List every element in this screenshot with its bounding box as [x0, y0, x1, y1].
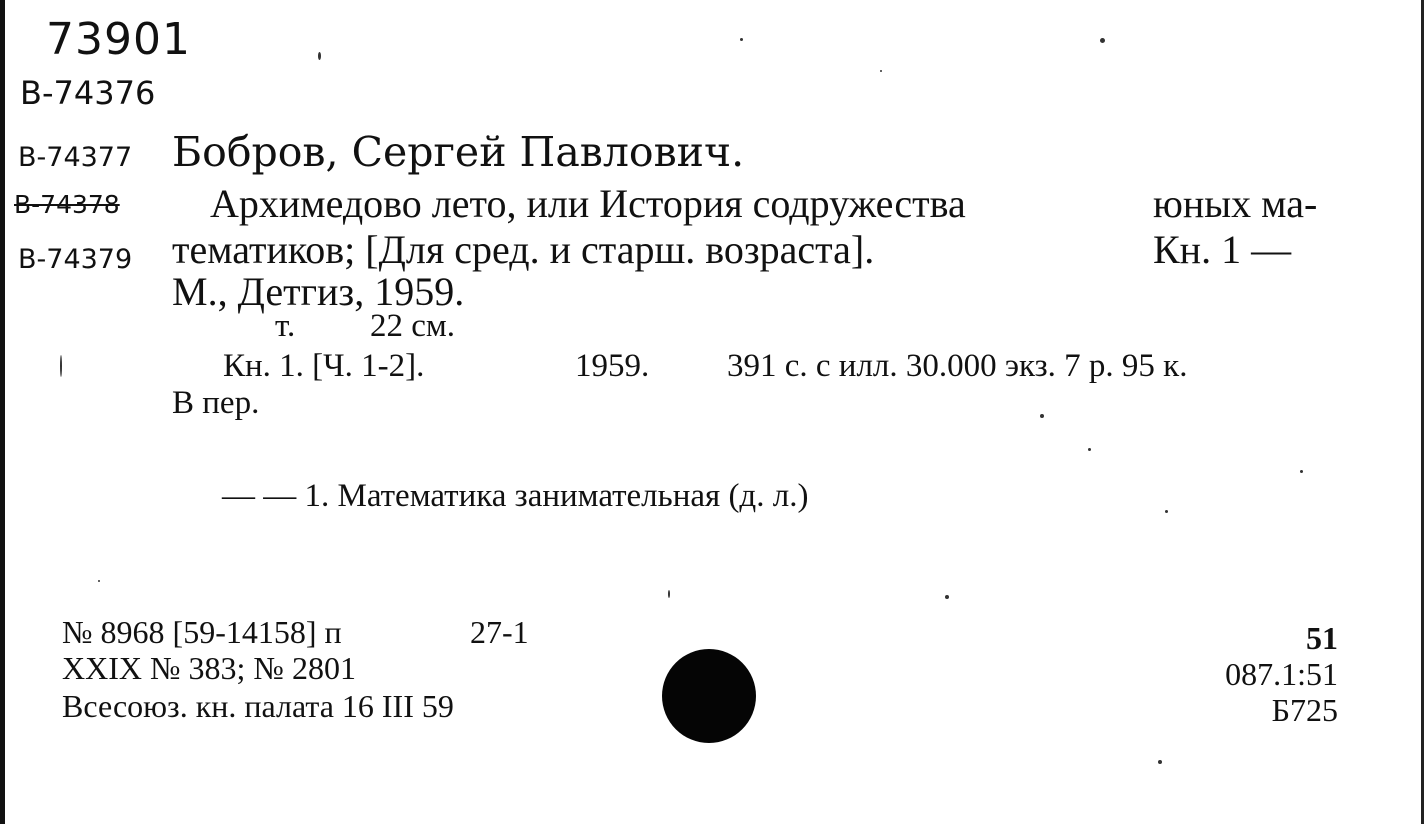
classification-udc: 087.1:51 [1225, 656, 1338, 692]
registry-numbers: XXIX № 383; № 2801 [62, 650, 356, 686]
format-size: 22 см. [370, 308, 456, 344]
speck [1158, 760, 1162, 764]
sigla-3: В-74379 [18, 244, 133, 275]
imprint-line: М., Детгиз, 1959. [172, 269, 465, 314]
speck [1088, 448, 1091, 451]
volume-year: 1959. [575, 348, 650, 384]
speck [318, 52, 321, 60]
speck [1040, 414, 1044, 418]
speck [880, 70, 882, 72]
shelfmark: В-74376 [20, 74, 156, 112]
title-line-1-end: юных ма- [1153, 181, 1318, 226]
title-line-1: Архимедово лето, или История содружества [210, 181, 966, 226]
speck [60, 355, 62, 377]
speck [668, 590, 670, 598]
author-mark: Б725 [1271, 692, 1338, 728]
card-left-edge [0, 0, 5, 824]
sigla-2-struck: В-74378 [14, 190, 120, 219]
card-number: № 8968 [59-14158] п [62, 614, 342, 650]
speck [98, 580, 100, 582]
speck [740, 38, 743, 41]
subject-heading: — — 1. Математика занимательная (д. л.) [222, 478, 809, 514]
speck [1100, 38, 1105, 43]
chamber-stamp: Всесоюз. кн. палата 16 III 59 [62, 688, 454, 724]
speck [1165, 510, 1168, 513]
binding-note: В пер. [172, 385, 260, 421]
speck [1300, 470, 1303, 473]
volume-details: 391 с. с илл. 30.000 экз. 7 р. 95 к. [727, 348, 1188, 384]
title-line-2: тематиков; [Для сред. и старш. возраста]. [172, 227, 875, 272]
classification-main: 51 [1306, 620, 1338, 656]
speck [945, 595, 949, 599]
print-code: 27-1 [470, 614, 529, 650]
inventory-number: 73901 [46, 14, 191, 65]
punch-hole [662, 649, 756, 743]
author-heading: Бобров, Сергей Павлович. [172, 128, 745, 176]
sigla-1: В-74377 [18, 142, 133, 173]
title-line-2-end: Кн. 1 — [1153, 227, 1292, 272]
format-prefix: т. [275, 308, 296, 344]
volume-info: Кн. 1. [Ч. 1-2]. [223, 348, 425, 384]
